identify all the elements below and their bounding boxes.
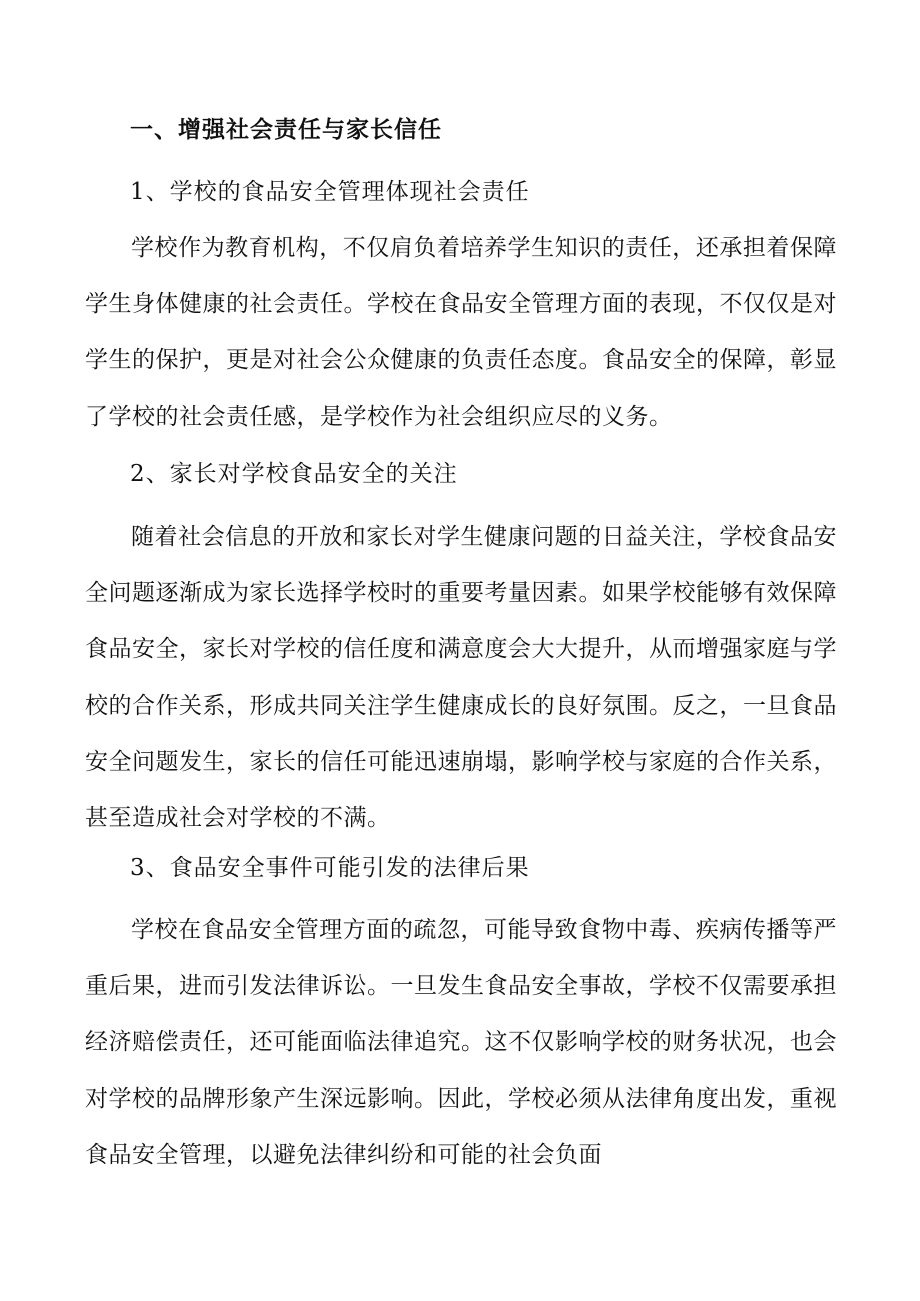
subsection-title-3: 3、食品安全事件可能引发的法律后果 — [130, 855, 530, 881]
subsection-title-1: 1、学校的食品安全管理体现社会责任 — [130, 179, 530, 205]
subsection-title-2: 2、家长对学校食品安全的关注 — [130, 461, 458, 487]
paragraph-1: 学校作为教育机构，不仅肩负着培养学生知识的责任，还承担着保障学生身体健康的社会责任。学校在食品安全管理方面的表现，不仅仅是对学生的保护，更是对社会公众健康的负责任态度。食品安全的保障，彰显了学校的社会责任感，是学校作为社会组织应尽的义务。 — [85, 235, 837, 430]
section-heading: 一、增强社会责任与家长信任 — [130, 116, 442, 143]
paragraph-3: 学校在食品安全管理方面的疏忽，可能导致食物中毒、疾病传播等严重后果，进而引发法律诉讼。一旦发生食品安全事故，学校不仅需要承担经济赔偿责任，还可能面临法律追究。这不仅影响学校的财务状况，也会对学校的品牌形象产生深远影响。因此，学校必须从法律角度出发，重视食品安全管理，以避免法律纠纷和可能的社会负面 — [85, 917, 837, 1168]
paragraph-2: 随着社会信息的开放和家长对学生健康问题的日益关注，学校食品安全问题逐渐成为家长选择学校时的重要考量因素。如果学校能够有效保障食品安全，家长对学校的信任度和满意度会大大提升，从而增强家庭与学校的合作关系，形成共同关注学生健康成长的良好氛围。反之，一旦食品安全问题发生，家长的信任可能迅速崩塌，影响学校与家庭的合作关系，甚至造成社会对学校的不满。 — [85, 524, 837, 832]
